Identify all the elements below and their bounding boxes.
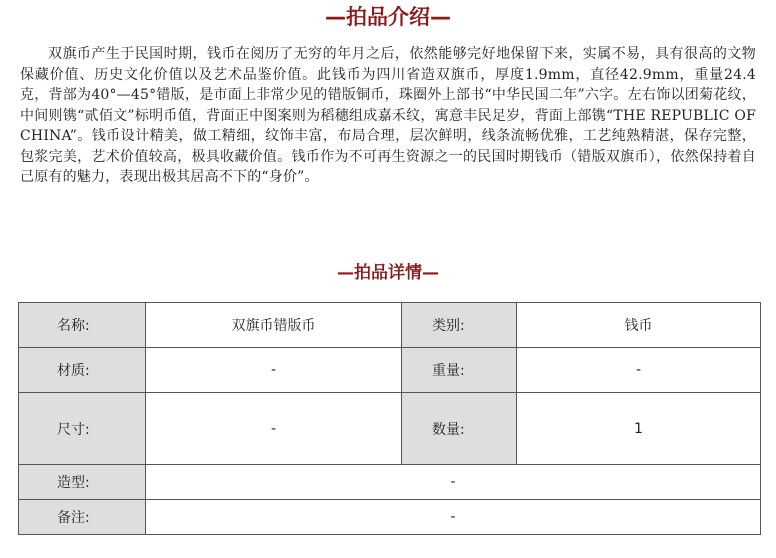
material-label: 材质:	[19, 348, 146, 393]
name-value: 双旗币错版币	[146, 303, 402, 348]
name-label: 名称:	[19, 303, 146, 348]
intro-description: 双旗币产生于民国时期，钱币在阅历了无穷的年月之后，依然能够完好地保留下来，实属不易，具有很高的文物保藏价值、历史文化价值以及艺术品鉴价值。此钱币为四川省造双旗币，厚度1.9mm，直径42.9mm，重量24.4克，背部为40°—45°错版，是市面上非常少见的错版铜币，珠圈外上部书“中华民国二年”六字。左右饰以团菊花纹，中间则镌“贰佰文”标明币值，背面正中图案则为稻穗组成嘉禾纹，寓意丰民足岁，背面上部镌“THE REPUBLIC OF CHINA”。钱币设计精美，做工精细，纹饰丰富，布局合理，层次鲜明，线条流畅优雅，工艺纯熟精湛，保存完整，包浆完美，艺术价值较高，极具收藏价值。钱币作为不可再生资源之一的民国时期钱币（错版双旗币），依然保持着自己原有的魅力，表现出极其居高不下的“身价”。	[20, 46, 756, 185]
quantity-label: 数量:	[402, 393, 517, 465]
table-row	[19, 348, 761, 393]
size-label: 尺寸:	[19, 393, 146, 465]
table-row	[19, 465, 761, 500]
details-table	[18, 302, 761, 535]
notes-value: -	[146, 500, 761, 535]
intro-section-title: —拍品介绍—	[325, 5, 451, 29]
table-row	[19, 303, 761, 348]
table-row	[19, 500, 761, 535]
shape-value: -	[146, 465, 761, 500]
details-section-title: —拍品详情—	[337, 263, 439, 283]
table-row	[19, 393, 761, 465]
weight-value: -	[517, 348, 761, 393]
category-value: 钱币	[517, 303, 761, 348]
shape-label: 造型:	[19, 465, 146, 500]
weight-label: 重量:	[402, 348, 517, 393]
category-label: 类别:	[402, 303, 517, 348]
quantity-value: 1	[517, 393, 761, 465]
size-value: -	[146, 393, 402, 465]
material-value: -	[146, 348, 402, 393]
notes-label: 备注:	[19, 500, 146, 535]
